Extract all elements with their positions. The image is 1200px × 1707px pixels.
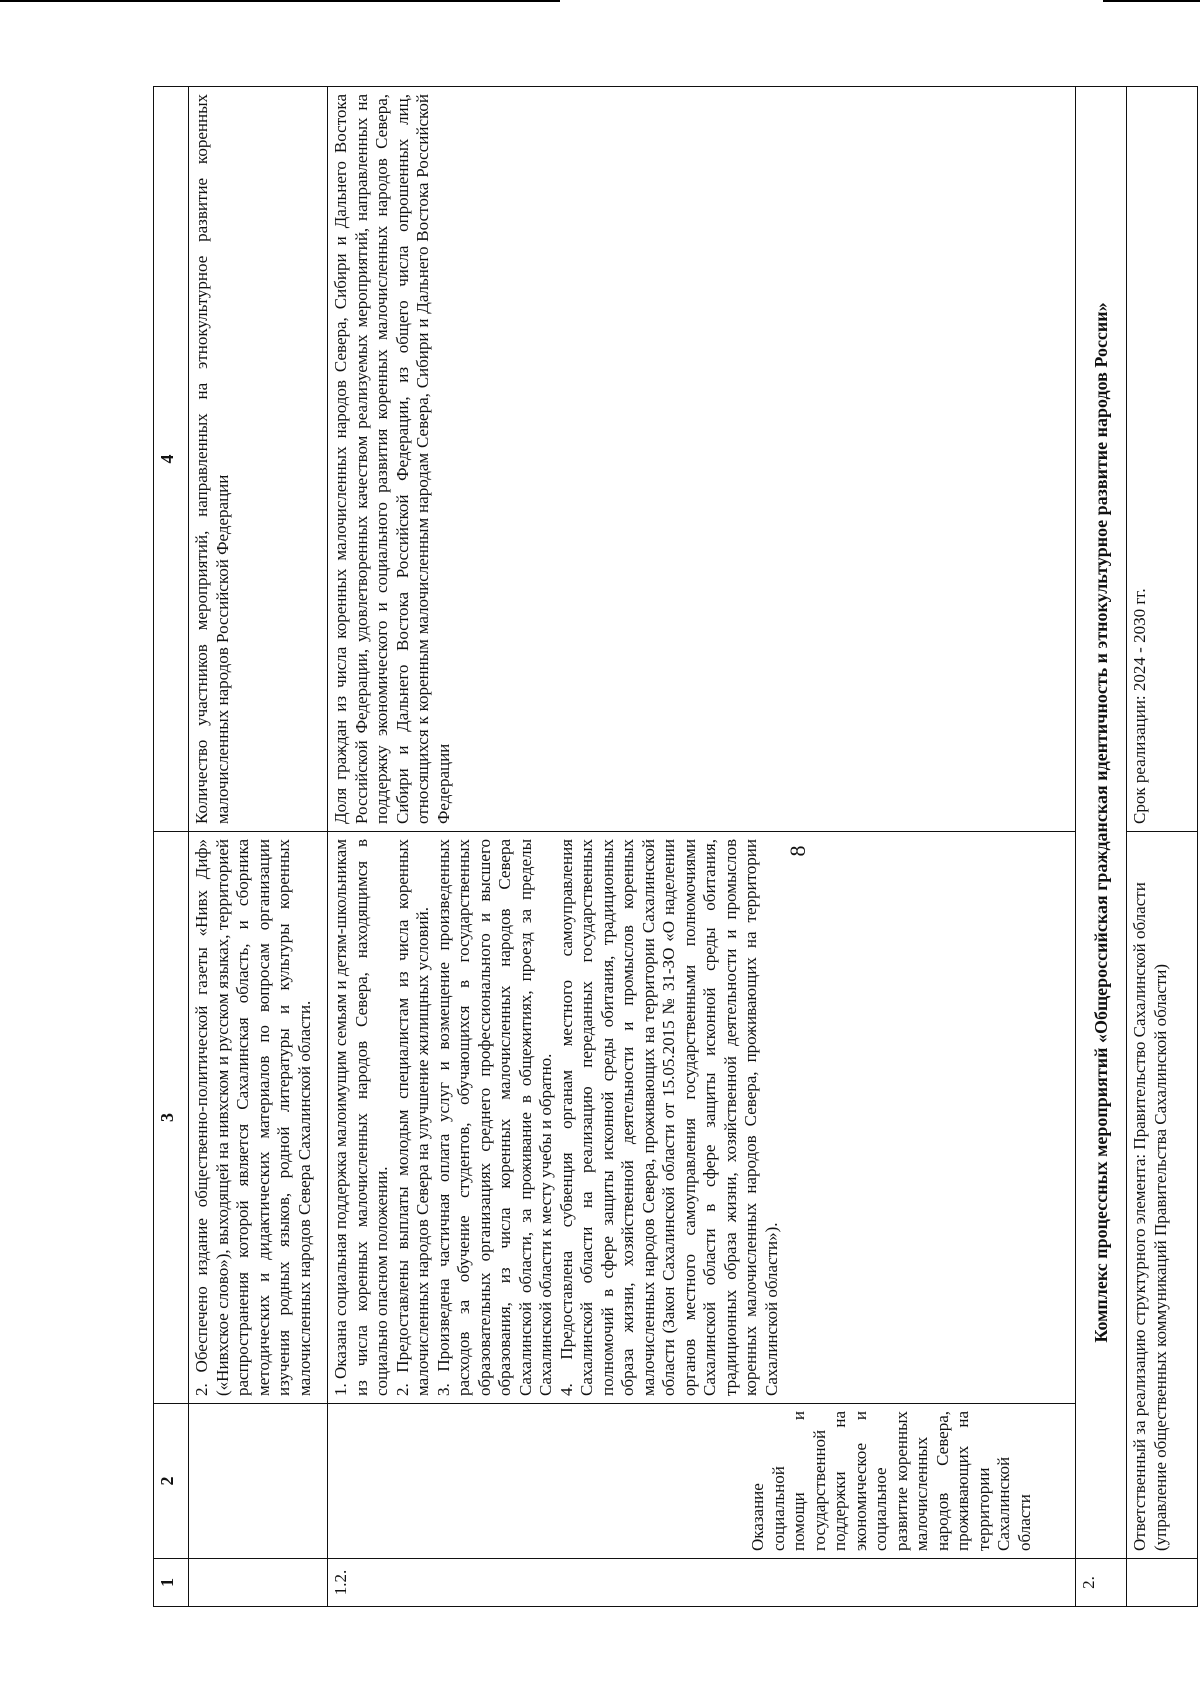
header-row [154, 87, 189, 1607]
continued-indicator: Количество участников мероприятий, направленных на этнокультурное развитие коренных малочисленных народов Российской Федерации [189, 87, 328, 832]
result-item: 2. Предоставлены выплаты молодым специалистам из числа коренных малочисленных народов Севера на улучшение жилищных условий. [392, 839, 433, 1396]
section-number: 2. [1076, 1559, 1127, 1607]
cell-empty [1127, 1559, 1198, 1607]
column-header-4: 4 [154, 87, 189, 832]
cell-empty [189, 1559, 328, 1607]
rotated-page [153, 87, 1198, 1607]
table-row [189, 87, 328, 1607]
column-header-2: 2 [154, 1404, 189, 1559]
measures-table [153, 86, 1198, 1607]
cell-empty [189, 1404, 328, 1559]
page-number: 8 [785, 845, 810, 857]
scan-mark [0, 0, 560, 2]
period-cell: Срок реализации: 2024 - 2030 гг. [1127, 87, 1198, 832]
table-row [1127, 87, 1198, 1607]
continued-result: 2. Обеспечено издание общественно-политической газеты «Нивх Диф» («Нивхское слово»), выходящей на нивхском и русском языках, территорией распространения которой является Сахалинская область, и сборника методических и дидактических материалов по вопросам организации изучения родных языков, родной литературы и культуры коренных малочисленных народов Севера Сахалинской области. [189, 832, 328, 1404]
result-item: 4. Предоставлена субвенция органам местного самоуправления Сахалинской области на реализацию переданных государственных полномочий в сфере защиты исконной среды обитания, традиционных образа жизни, хозяйственной деятельности и промыслов коренных малочисленных народов Севера, проживающих на территории Сахалинской области (Закон Сахалинской области от 15.05.2015 № 31-ЗО «О наделении органов местного самоуправления государственными полномочиями Сахалинской области в сфере защиты исконной среды обитания, традиционных образа жизни, хозяйственной деятельности и промыслов коренных малочисленных народов Севера, проживающих на территории Сахалинской области»). [556, 839, 781, 1396]
table-row [328, 87, 1076, 1607]
indicator-cell: Доля граждан из числа коренных малочисленных народов Севера, Сибири и Дальнего Востока Российской Федерации, удовлетворенных качеством реализуемых мероприятий, направленных на поддержку экономического и социального развития коренных малочисленных народов Севера, Сибири и Дальнего Востока Российской Федерации, из общего числа опрошенных лиц, относящихся к коренным малочисленным народам Севера, Сибири и Дальнего Востока Российской Федерации [328, 87, 1076, 832]
responsible-cell: Ответственный за реализацию структурного элемента: Правительство Сахалинской области (управление общественных коммуникаций Правительства Сахалинской области) [1127, 832, 1198, 1559]
result-item: 3. Произведена частичная оплата услуг и возмещение произведенных расходов за обучение студентов, обучающихся в государственных образовательных организациях среднего профессионального и высшего образования, из числа коренных малочисленных народов Севера Сахалинской области, за проживание в общежитиях, проезд за пределы Сахалинской области к месту учебы и обратно. [433, 839, 556, 1396]
task-name: Оказание социальной помощи и государственной поддержки на экономическое и социальное развитие коренных малочисленных народов Севера, проживающих на территории Сахалинской области [328, 1404, 1076, 1559]
scan-mark [1103, 0, 1200, 2]
column-header-1: 1 [154, 1559, 189, 1607]
section-title: Комплекс процессных мероприятий «Общероссийская гражданская идентичность и этнокультурное развитие народов России» [1076, 87, 1127, 1559]
row-number: 1.2. [328, 1559, 1076, 1607]
results-cell [328, 832, 1076, 1404]
column-header-3: 3 [154, 832, 189, 1404]
section-row [1076, 87, 1127, 1607]
result-item: 1. Оказана социальная поддержка малоимущим семьям и детям-школьникам из числа коренных малочисленных народов Севера, находящимся в социально опасном положении. [331, 839, 392, 1396]
